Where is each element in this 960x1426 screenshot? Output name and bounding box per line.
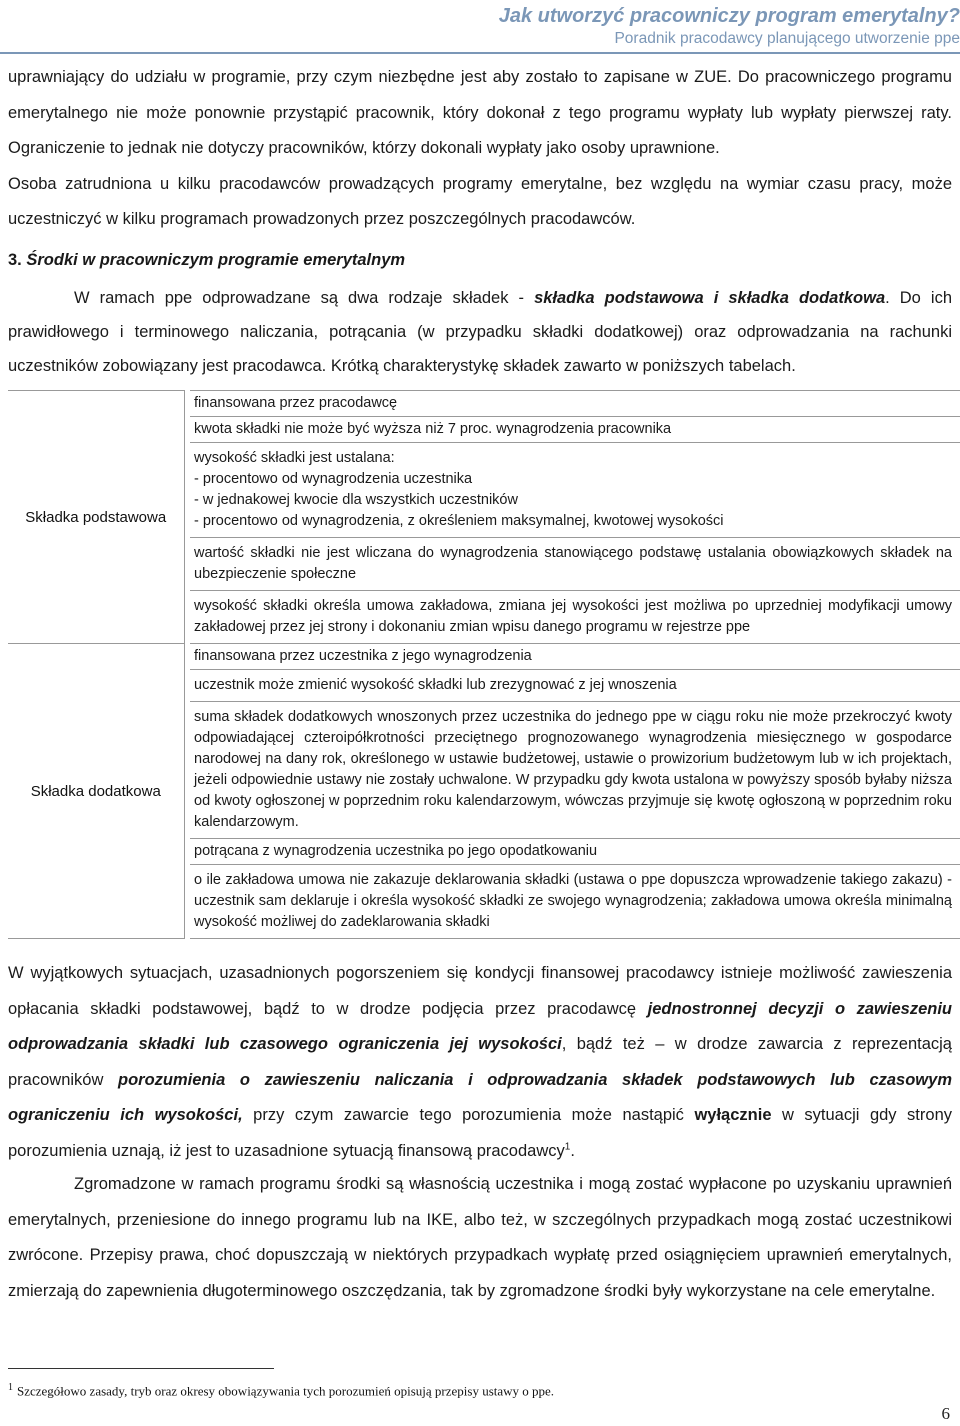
header-subtitle: Poradnik pracodawcy planującego utworzenie ppe <box>614 30 960 47</box>
suspension-t1: W wyjątkowych sytuacjach, uzasadnionych pogorszeniem się kondycji finansowej pracodawcy istnieje możliwość zawieszenia opłacania składki podstawowej, bądź to w drodze podjęcia przez pracodawcę <box>8 964 952 1018</box>
section-title: Środki w pracowniczym programie emerytalnym <box>26 251 406 269</box>
intro-line: uprawniający do udziału w programie, przy czym niezbędne jest aby zostało to zapisane w ZUE. Do pracowniczego programu <box>8 68 952 86</box>
intro-line: Ograniczenie to jednak nie dotyczy pracowników, którzy dokonali wypłaty jako osoby uprawnione. <box>8 139 720 157</box>
basic-row <box>190 443 960 538</box>
intro-line: uczestniczyć w kilku programach prowadzonych przez poszczególnych pracodawców. <box>8 210 636 228</box>
basic-row: wysokość składki określa umowa zakładowa, zmiana jej wysokości jest możliwa po uprzedniej modyfikacji umowy zakładowej przez jej strony i dokonaniu zmian wpisu danego programu w rejestrze ppe <box>190 591 960 644</box>
footnote-number: 1 <box>8 1382 13 1393</box>
contributions-table <box>8 390 960 939</box>
basic-row: wartość składki nie jest wliczana do wynagrodzenia stanowiącego podstawę ustalania obowiązkowych składek na ubezpieczenie społeczne <box>190 538 960 591</box>
suspension-emphasis-2: porozumienia o zawieszeniu naliczania i odprowadzania składek podstawowych lub czasowym ograniczeniu ich wysokości, <box>8 1070 952 1124</box>
footnote <box>8 1378 908 1401</box>
header-title: Jak utworzyć pracowniczy program emerytalny? <box>498 5 960 27</box>
extra-row: finansowana przez uczestnika z jego wynagrodzenia <box>190 644 960 670</box>
intro-line: Osoba zatrudniona u kilku pracodawców prowadzących programy emerytalne, bez względu na wymiar czasu pracy, może <box>8 174 952 193</box>
intro-line: emerytalnego nie może ponownie przystąpić pracownik, który dokonał z tego programu wypłaty lub wypłaty pierwszej raty. <box>8 103 952 122</box>
section-para-bold: składka podstawowa i składka dodatkowa <box>534 289 886 307</box>
suspension-emphasis-1: jednostronnej decyzji o zawieszeniu odprowadzania składki lub czasowego ograniczenia jej wysokości <box>8 999 952 1053</box>
footnote-text: Szczegółowo zasady, tryb oraz okresy obowiązywania tych porozumień opisują przepisy ustawy o ppe. <box>17 1383 555 1399</box>
extra-contribution-label: Składka dodatkowa <box>8 644 184 939</box>
section-para-part2: . Do ich prawidłowego i terminowego naliczania, potrącania (w przypadku składki dodatkowej) oraz odprowadzania na rachunki uczestników zobowiązany jest pracodawca. Krótką charakterystykę składek zawarto w poniższych tabelach. <box>8 289 952 375</box>
intro-paragraphs <box>8 60 952 238</box>
suspension-t4: w sytuacji gdy strony porozumienia uznają, iż jest to uzasadnione sytuacją finansową pracodawcy <box>8 1106 952 1160</box>
section-heading <box>8 248 405 272</box>
page-header <box>340 4 960 56</box>
section-number: 3. <box>8 251 22 269</box>
footnote-ref[interactable]: 1 <box>564 1141 571 1152</box>
basic-row-line: - w jednakowej kwocie dla wszystkich uczestników <box>194 492 518 508</box>
basic-row-line: - procentowo od wynagrodzenia uczestnika <box>194 471 473 487</box>
funds-text: Zgromadzone w ramach programu środki są własnością uczestnika i mogą zostać wypłacone po uzyskaniu uprawnień emerytalnych, przeniesione do innego programu lub na IKE, albo też, w szczególnych przypadkach mogą zostać uczestnikowi zwrócone. Przepisy prawa, choć dopuszczają w niektórych przypadkach wypłatę przed osiągnięciem uprawnień emerytalnych, zmierzają do zapewnienia długoterminowego oszczędzania, tak by zgromadzone środki były wykorzystane na cele emerytalne. <box>8 1175 952 1300</box>
section-paragraph-text <box>8 281 952 383</box>
basic-row-line: - procentowo od wynagrodzenia, z określeniem maksymalnej, kwotowej wysokości <box>194 513 724 529</box>
footnote-rule <box>8 1368 274 1369</box>
basic-contribution-label: Składka podstawowa <box>8 391 184 644</box>
suspension-t3: przy czym zawarcie tego porozumienia może nastąpić <box>242 1106 695 1124</box>
suspension-paragraph <box>8 956 952 1169</box>
extra-row: potrącana z wynagrodzenia uczestnika po jego opodatkowaniu <box>190 839 960 865</box>
suspension-t2: , bądź też – w drodze zawarcia z reprezentacją pracowników <box>8 1035 952 1089</box>
page-number: 6 <box>941 1404 950 1423</box>
section-paragraph <box>8 281 952 383</box>
extra-row: o ile zakładowa umowa nie zakazuje deklarowania składki (ustawa o ppe dopuszcza wprowadzenie takiego zakazu) - uczestnik sam deklaruje i określa wysokość składki ze swojego wynagrodzenia; zakładowa umowa określa minimalną wysokość możliwej do zadeklarowania składki <box>190 865 960 939</box>
basic-row: finansowana przez pracodawcę <box>190 391 960 417</box>
suspension-t5: . <box>570 1141 575 1160</box>
header-rule <box>0 52 960 54</box>
section-para-part1: W ramach ppe odprowadzane są dwa rodzaje składek - <box>74 289 535 307</box>
table-row <box>8 644 960 670</box>
extra-row: uczestnik może zmienić wysokość składki lub zrezygnować z jej wnoszenia <box>190 670 960 702</box>
extra-row: suma składek dodatkowych wnoszonych przez uczestnika do jednego ppe w ciągu roku nie może przekroczyć kwoty odpowiadającej czteroipółkrotności przeciętnego prognozowanego wynagrodzenia miesięcznego w gospodarce narodowej na dany rok, określonego w ustawie budżetowej, ustawie o prowizorium budżetowym lub w ich projektach, jeżeli odpowiednie ustawy nie zostały uchwalone. W przypadku gdy kwota ustalona w powyższy sposób byłaby niższa od kwoty ogłoszonej w poprzednim roku kalendarzowym, wówczas przyjmuje się kwotę ogłoszoną w poprzednim roku kalendarzowym. <box>190 702 960 839</box>
basic-row: kwota składki nie może być wyższa niż 7 proc. wynagrodzenia pracownika <box>190 417 960 443</box>
suspension-bold: wyłącznie <box>694 1106 772 1124</box>
suspension-text <box>8 956 952 1169</box>
basic-row-line: wysokość składki jest ustalana: <box>194 450 395 466</box>
funds-paragraph <box>8 1167 952 1309</box>
table-row <box>8 391 960 417</box>
